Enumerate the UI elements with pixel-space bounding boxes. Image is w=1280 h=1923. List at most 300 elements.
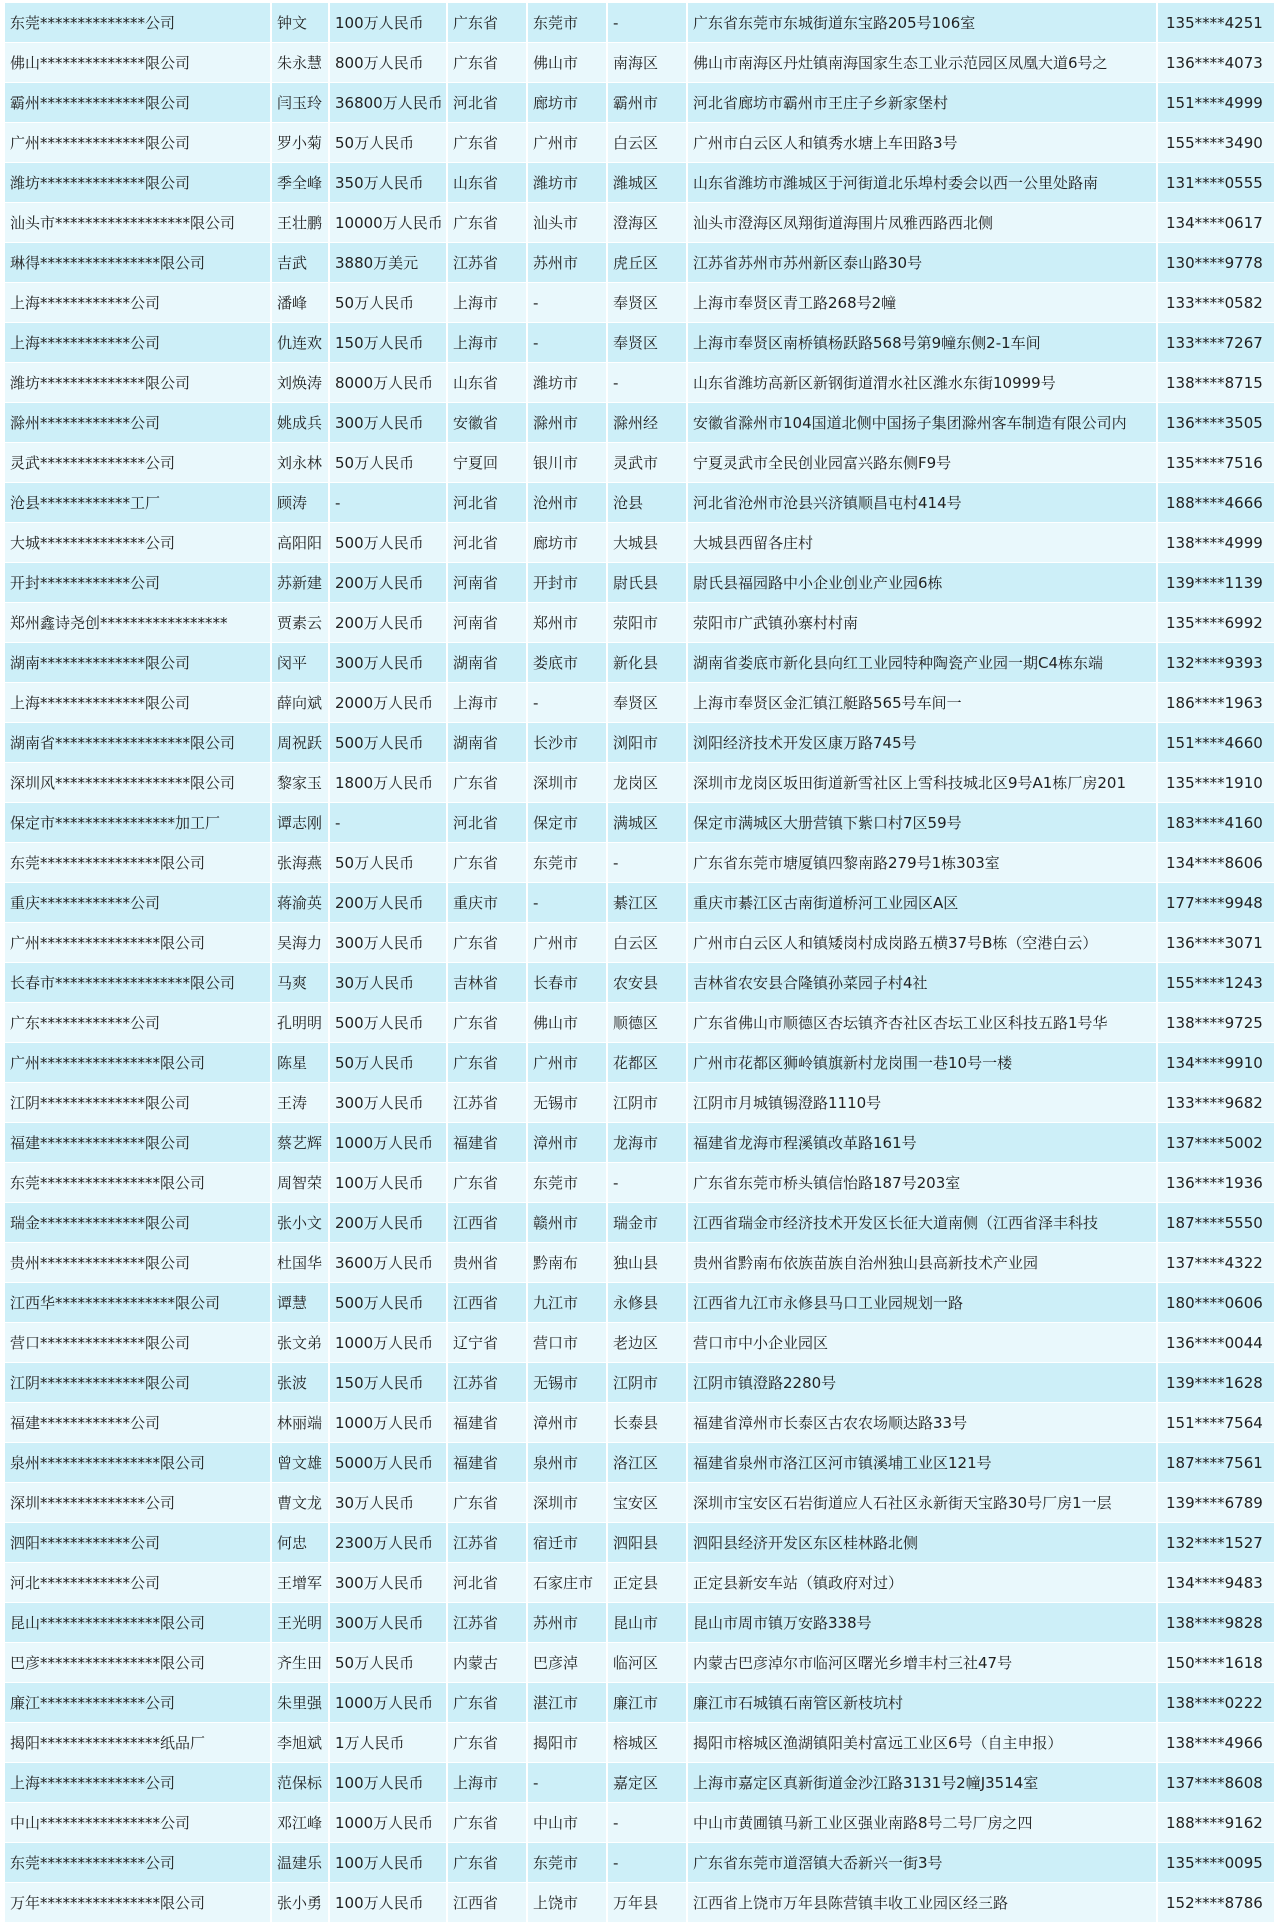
contact-name-cell: 杜国华 [271,1243,329,1283]
phone-cell: 186****1963 [1157,683,1275,723]
province-cell: 河南省 [447,603,527,643]
phone-cell: 138****8715 [1157,363,1275,403]
registered-capital-cell: 500万人民币 [329,1283,447,1323]
province-cell: 河南省 [447,563,527,603]
district-cell: 万年县 [607,1883,687,1923]
city-cell: 宿迁市 [527,1523,607,1563]
province-cell: 上海市 [447,283,527,323]
address-cell: 河北省廊坊市霸州市王庄子乡新家堡村 [687,83,1157,123]
contact-name-cell: 蒋渝英 [271,883,329,923]
province-cell: 广东省 [447,1043,527,1083]
address-cell: 江西省瑞金市经济技术开发区长征大道南侧（江西省泽丰科技 [687,1203,1157,1243]
province-cell: 广东省 [447,1723,527,1763]
registered-capital-cell: 2300万人民币 [329,1523,447,1563]
company-name-cell: 潍坊**************限公司 [5,363,271,403]
table-row [5,243,1275,283]
phone-cell: 138****9725 [1157,1003,1275,1043]
company-name-cell: 中山****************公司 [5,1803,271,1843]
contact-name-cell: 范保标 [271,1763,329,1803]
province-cell: 宁夏回 [447,443,527,483]
company-name-cell: 东莞****************限公司 [5,1163,271,1203]
contact-name-cell: 林丽端 [271,1403,329,1443]
district-cell: 泗阳县 [607,1523,687,1563]
city-cell: 潍坊市 [527,163,607,203]
phone-cell: 135****7516 [1157,443,1275,483]
table-row [5,323,1275,363]
district-cell: - [607,1803,687,1843]
table-row [5,43,1275,83]
phone-cell: 152****8786 [1157,1883,1275,1923]
table-row [5,723,1275,763]
registered-capital-cell: 300万人民币 [329,923,447,963]
province-cell: 广东省 [447,763,527,803]
city-cell: 东莞市 [527,843,607,883]
address-cell: 广东省东莞市桥头镇信怡路187号203室 [687,1163,1157,1203]
address-cell: 广东省东莞市东城街道东宝路205号106室 [687,3,1157,43]
province-cell: 广东省 [447,123,527,163]
city-cell: 漳州市 [527,1403,607,1443]
district-cell: 龙岗区 [607,763,687,803]
district-cell: 江阴市 [607,1363,687,1403]
contact-name-cell: 张文弟 [271,1323,329,1363]
company-name-cell: 江西华****************限公司 [5,1283,271,1323]
city-cell: 深圳市 [527,763,607,803]
district-cell: 长泰县 [607,1403,687,1443]
table-row [5,1643,1275,1683]
contact-name-cell: 朱永慧 [271,43,329,83]
district-cell: 浏阳市 [607,723,687,763]
contact-name-cell: 闵平 [271,643,329,683]
table-row [5,1563,1275,1603]
contact-name-cell: 齐生田 [271,1643,329,1683]
province-cell: 河北省 [447,483,527,523]
phone-cell: 139****1628 [1157,1363,1275,1403]
company-name-cell: 开封************公司 [5,563,271,603]
address-cell: 重庆市綦江区古南街道桥河工业园区A区 [687,883,1157,923]
contact-name-cell: 高阳阳 [271,523,329,563]
province-cell: 江苏省 [447,1363,527,1403]
contact-name-cell: 顾涛 [271,483,329,523]
district-cell: 虎丘区 [607,243,687,283]
registered-capital-cell: 50万人民币 [329,283,447,323]
phone-cell: 183****4160 [1157,803,1275,843]
province-cell: 江西省 [447,1203,527,1243]
table-row [5,1083,1275,1123]
district-cell: 奉贤区 [607,283,687,323]
table-row [5,803,1275,843]
registered-capital-cell: 3880万美元 [329,243,447,283]
company-name-cell: 沧县************工厂 [5,483,271,523]
phone-cell: 188****9162 [1157,1803,1275,1843]
province-cell: 江西省 [447,1283,527,1323]
company-name-cell: 深圳风******************限公司 [5,763,271,803]
contact-name-cell: 孔明明 [271,1003,329,1043]
company-name-cell: 巴彦****************限公司 [5,1643,271,1683]
company-name-cell: 滁州************公司 [5,403,271,443]
phone-cell: 155****3490 [1157,123,1275,163]
address-cell: 吉林省农安县合隆镇孙菜园子村4社 [687,963,1157,1003]
company-name-cell: 江阴**************限公司 [5,1363,271,1403]
company-name-cell: 东莞**************公司 [5,1843,271,1883]
city-cell: 无锡市 [527,1363,607,1403]
company-name-cell: 昆山****************限公司 [5,1603,271,1643]
phone-cell: 136****1936 [1157,1163,1275,1203]
table-row [5,523,1275,563]
address-cell: 江苏省苏州市苏州新区泰山路30号 [687,243,1157,283]
registered-capital-cell: 500万人民币 [329,723,447,763]
company-name-cell: 湖南省******************限公司 [5,723,271,763]
company-name-cell: 东莞**************公司 [5,3,271,43]
district-cell: 江阴市 [607,1083,687,1123]
contact-name-cell: 季全峰 [271,163,329,203]
contact-name-cell: 曹文龙 [271,1483,329,1523]
district-cell: 南海区 [607,43,687,83]
registered-capital-cell: - [329,803,447,843]
table-row [5,1403,1275,1443]
registered-capital-cell: 200万人民币 [329,603,447,643]
contact-name-cell: 何忠 [271,1523,329,1563]
district-cell: 灵武市 [607,443,687,483]
province-cell: 广东省 [447,1683,527,1723]
district-cell: 白云区 [607,923,687,963]
address-cell: 荥阳市广武镇孙寨村村南 [687,603,1157,643]
table-row [5,563,1275,603]
company-name-cell: 泗阳************公司 [5,1523,271,1563]
phone-cell: 132****1527 [1157,1523,1275,1563]
city-cell: 东莞市 [527,3,607,43]
district-cell: - [607,843,687,883]
table-row [5,1603,1275,1643]
phone-cell: 138****9828 [1157,1603,1275,1643]
phone-cell: 134****8606 [1157,843,1275,883]
registered-capital-cell: 350万人民币 [329,163,447,203]
city-cell: 广州市 [527,1043,607,1083]
district-cell: 顺德区 [607,1003,687,1043]
district-cell: 澄海区 [607,203,687,243]
city-cell: 深圳市 [527,1483,607,1523]
address-cell: 山东省潍坊市潍城区于河街道北乐埠村委会以西一公里处路南 [687,163,1157,203]
district-cell: 昆山市 [607,1603,687,1643]
registered-capital-cell: 50万人民币 [329,443,447,483]
table-row [5,643,1275,683]
table-row [5,1723,1275,1763]
contact-name-cell: 黎家玉 [271,763,329,803]
table-row [5,1323,1275,1363]
city-cell: 银川市 [527,443,607,483]
phone-cell: 136****4073 [1157,43,1275,83]
table-row [5,1043,1275,1083]
registered-capital-cell: 8000万人民币 [329,363,447,403]
city-cell: 中山市 [527,1803,607,1843]
contact-name-cell: 姚成兵 [271,403,329,443]
company-name-cell: 深圳**************公司 [5,1483,271,1523]
province-cell: 广东省 [447,1003,527,1043]
district-cell: 奉贤区 [607,683,687,723]
contact-name-cell: 周祝跃 [271,723,329,763]
province-cell: 广东省 [447,843,527,883]
province-cell: 安徽省 [447,403,527,443]
province-cell: 湖南省 [447,643,527,683]
company-name-cell: 郑州鑫诗尧创***************** [5,603,271,643]
contact-name-cell: 曾文雄 [271,1443,329,1483]
table-row [5,1883,1275,1923]
contact-name-cell: 闫玉玲 [271,83,329,123]
address-cell: 汕头市澄海区凤翔街道海围片凤雅西路西北侧 [687,203,1157,243]
province-cell: 广东省 [447,1483,527,1523]
phone-cell: 138****0222 [1157,1683,1275,1723]
city-cell: 滁州市 [527,403,607,443]
city-cell: 开封市 [527,563,607,603]
table-row [5,3,1275,43]
phone-cell: 135****0095 [1157,1843,1275,1883]
district-cell: 农安县 [607,963,687,1003]
table-row [5,683,1275,723]
contact-name-cell: 朱里强 [271,1683,329,1723]
table-row [5,1483,1275,1523]
address-cell: 广东省东莞市塘厦镇四黎南路279号1栋303室 [687,843,1157,883]
contact-name-cell: 周智荣 [271,1163,329,1203]
district-cell: 满城区 [607,803,687,843]
phone-cell: 137****4322 [1157,1243,1275,1283]
contact-name-cell: 王壮鹏 [271,203,329,243]
contact-name-cell: 刘永林 [271,443,329,483]
district-cell: 白云区 [607,123,687,163]
phone-cell: 137****5002 [1157,1123,1275,1163]
phone-cell: 151****4999 [1157,83,1275,123]
company-name-cell: 上海************公司 [5,323,271,363]
table-row [5,163,1275,203]
address-cell: 江阴市镇澄路2280号 [687,1363,1157,1403]
registered-capital-cell: 300万人民币 [329,643,447,683]
district-cell: 正定县 [607,1563,687,1603]
registered-capital-cell: 200万人民币 [329,1203,447,1243]
table-row [5,603,1275,643]
table-row [5,283,1275,323]
company-name-cell: 潍坊**************限公司 [5,163,271,203]
district-cell: 嘉定区 [607,1763,687,1803]
company-name-cell: 东莞****************限公司 [5,843,271,883]
address-cell: 广州市花都区狮岭镇旗新村龙岗围一巷10号一楼 [687,1043,1157,1083]
district-cell: 瑞金市 [607,1203,687,1243]
province-cell: 江苏省 [447,1603,527,1643]
table-row [5,403,1275,443]
company-name-cell: 湖南**************限公司 [5,643,271,683]
company-table-container [5,3,1275,1923]
district-cell: - [607,1843,687,1883]
phone-cell: 135****4251 [1157,3,1275,43]
city-cell: - [527,1763,607,1803]
address-cell: 江西省上饶市万年县陈营镇丰收工业园区经三路 [687,1883,1157,1923]
phone-cell: 136****3071 [1157,923,1275,963]
company-name-cell: 保定市****************加工厂 [5,803,271,843]
registered-capital-cell: 300万人民币 [329,1083,447,1123]
table-row [5,883,1275,923]
address-cell: 河北省沧州市沧县兴济镇顺昌屯村414号 [687,483,1157,523]
registered-capital-cell: 150万人民币 [329,1363,447,1403]
city-cell: 石家庄市 [527,1563,607,1603]
contact-name-cell: 吴海力 [271,923,329,963]
contact-name-cell: 邓江峰 [271,1803,329,1843]
table-row [5,443,1275,483]
address-cell: 宁夏灵武市全民创业园富兴路东侧F9号 [687,443,1157,483]
registered-capital-cell: 100万人民币 [329,1163,447,1203]
table-row [5,1683,1275,1723]
district-cell: 临河区 [607,1643,687,1683]
city-cell: 九江市 [527,1283,607,1323]
contact-name-cell: 潘峰 [271,283,329,323]
district-cell: 霸州市 [607,83,687,123]
table-row [5,963,1275,1003]
province-cell: 上海市 [447,323,527,363]
phone-cell: 137****8608 [1157,1763,1275,1803]
city-cell: 巴彦淖 [527,1643,607,1683]
district-cell: 大城县 [607,523,687,563]
registered-capital-cell: 50万人民币 [329,1043,447,1083]
province-cell: 福建省 [447,1123,527,1163]
table-row [5,123,1275,163]
registered-capital-cell: 3600万人民币 [329,1243,447,1283]
city-cell: 泉州市 [527,1443,607,1483]
address-cell: 上海市奉贤区青工路268号2幢 [687,283,1157,323]
registered-capital-cell: 1000万人民币 [329,1683,447,1723]
city-cell: 廊坊市 [527,523,607,563]
address-cell: 福建省龙海市程溪镇改革路161号 [687,1123,1157,1163]
company-name-cell: 长春市******************限公司 [5,963,271,1003]
phone-cell: 130****9778 [1157,243,1275,283]
registered-capital-cell: 1000万人民币 [329,1323,447,1363]
table-row [5,1803,1275,1843]
district-cell: 潍城区 [607,163,687,203]
phone-cell: 134****0617 [1157,203,1275,243]
city-cell: 长春市 [527,963,607,1003]
district-cell: 花都区 [607,1043,687,1083]
contact-name-cell: 张海燕 [271,843,329,883]
contact-name-cell: 罗小菊 [271,123,329,163]
contact-name-cell: 仇连欢 [271,323,329,363]
registered-capital-cell: 50万人民币 [329,1643,447,1683]
province-cell: 河北省 [447,523,527,563]
address-cell: 湖南省娄底市新化县向红工业园特种陶瓷产业园一期C4栋东端 [687,643,1157,683]
company-name-cell: 佛山**************限公司 [5,43,271,83]
registered-capital-cell: 10000万人民币 [329,203,447,243]
province-cell: 广东省 [447,1843,527,1883]
registered-capital-cell: 50万人民币 [329,843,447,883]
address-cell: 保定市满城区大册营镇下紫口村7区59号 [687,803,1157,843]
registered-capital-cell: 1000万人民币 [329,1123,447,1163]
address-cell: 上海市奉贤区南桥镇杨跃路568号第9幢东侧2-1车间 [687,323,1157,363]
province-cell: 河北省 [447,803,527,843]
address-cell: 内蒙古巴彦淖尔市临河区曙光乡增丰村三社47号 [687,1643,1157,1683]
city-cell: 汕头市 [527,203,607,243]
city-cell: 广州市 [527,123,607,163]
company-name-cell: 上海**************公司 [5,1763,271,1803]
company-name-cell: 瑞金**************限公司 [5,1203,271,1243]
address-cell: 福建省漳州市长泰区古农农场顺达路33号 [687,1403,1157,1443]
district-cell: 宝安区 [607,1483,687,1523]
table-row [5,1243,1275,1283]
contact-name-cell: 张小文 [271,1203,329,1243]
address-cell: 中山市黄圃镇马新工业区强业南路8号二号厂房之四 [687,1803,1157,1843]
contact-name-cell: 李旭斌 [271,1723,329,1763]
registered-capital-cell: 36800万人民币 [329,83,447,123]
city-cell: 揭阳市 [527,1723,607,1763]
address-cell: 江阴市月城镇锡澄路1110号 [687,1083,1157,1123]
phone-cell: 134****9483 [1157,1563,1275,1603]
address-cell: 贵州省黔南布依族苗族自治州独山县高新技术产业园 [687,1243,1157,1283]
table-row [5,1443,1275,1483]
district-cell: 滁州经 [607,403,687,443]
contact-name-cell: 温建乐 [271,1843,329,1883]
phone-cell: 155****1243 [1157,963,1275,1003]
address-cell: 昆山市周市镇万安路338号 [687,1603,1157,1643]
province-cell: 内蒙古 [447,1643,527,1683]
province-cell: 广东省 [447,923,527,963]
district-cell: 独山县 [607,1243,687,1283]
city-cell: 佛山市 [527,1003,607,1043]
city-cell: 潍坊市 [527,363,607,403]
table-row [5,83,1275,123]
city-cell: - [527,683,607,723]
district-cell: 老边区 [607,1323,687,1363]
contact-name-cell: 王光明 [271,1603,329,1643]
table-row [5,1763,1275,1803]
table-row [5,1523,1275,1563]
company-name-cell: 营口**************限公司 [5,1323,271,1363]
address-cell: 营口市中小企业园区 [687,1323,1157,1363]
city-cell: - [527,283,607,323]
registered-capital-cell: 100万人民币 [329,1883,447,1923]
city-cell: 佛山市 [527,43,607,83]
city-cell: 湛江市 [527,1683,607,1723]
city-cell: 沧州市 [527,483,607,523]
province-cell: 山东省 [447,363,527,403]
registered-capital-cell: 1000万人民币 [329,1803,447,1843]
district-cell: 荥阳市 [607,603,687,643]
table-row [5,1843,1275,1883]
address-cell: 广州市白云区人和镇矮岗村成岗路五横37号B栋（空港白云） [687,923,1157,963]
province-cell: 湖南省 [447,723,527,763]
city-cell: 赣州市 [527,1203,607,1243]
company-name-cell: 大城**************公司 [5,523,271,563]
address-cell: 浏阳经济技术开发区康万路745号 [687,723,1157,763]
table-row [5,1003,1275,1043]
district-cell: 洛江区 [607,1443,687,1483]
company-name-cell: 贵州**************限公司 [5,1243,271,1283]
phone-cell: 187****5550 [1157,1203,1275,1243]
address-cell: 广东省东莞市道滘镇大岙新兴一街3号 [687,1843,1157,1883]
company-name-cell: 灵武**************公司 [5,443,271,483]
phone-cell: 135****1910 [1157,763,1275,803]
address-cell: 大城县西留各庄村 [687,523,1157,563]
phone-cell: 133****7267 [1157,323,1275,363]
registered-capital-cell: 300万人民币 [329,1563,447,1603]
company-name-cell: 泉州****************限公司 [5,1443,271,1483]
district-cell: 尉氏县 [607,563,687,603]
province-cell: 江苏省 [447,1523,527,1563]
province-cell: 广东省 [447,1803,527,1843]
province-cell: 贵州省 [447,1243,527,1283]
address-cell: 揭阳市榕城区渔湖镇阳美村富远工业区6号（自主申报） [687,1723,1157,1763]
province-cell: 广东省 [447,3,527,43]
table-row [5,1123,1275,1163]
registered-capital-cell: 500万人民币 [329,1003,447,1043]
company-name-cell: 上海**************限公司 [5,683,271,723]
contact-name-cell: 王增军 [271,1563,329,1603]
contact-name-cell: 张波 [271,1363,329,1403]
phone-cell: 138****4966 [1157,1723,1275,1763]
address-cell: 福建省泉州市洛江区河市镇溪埔工业区121号 [687,1443,1157,1483]
district-cell: 榕城区 [607,1723,687,1763]
